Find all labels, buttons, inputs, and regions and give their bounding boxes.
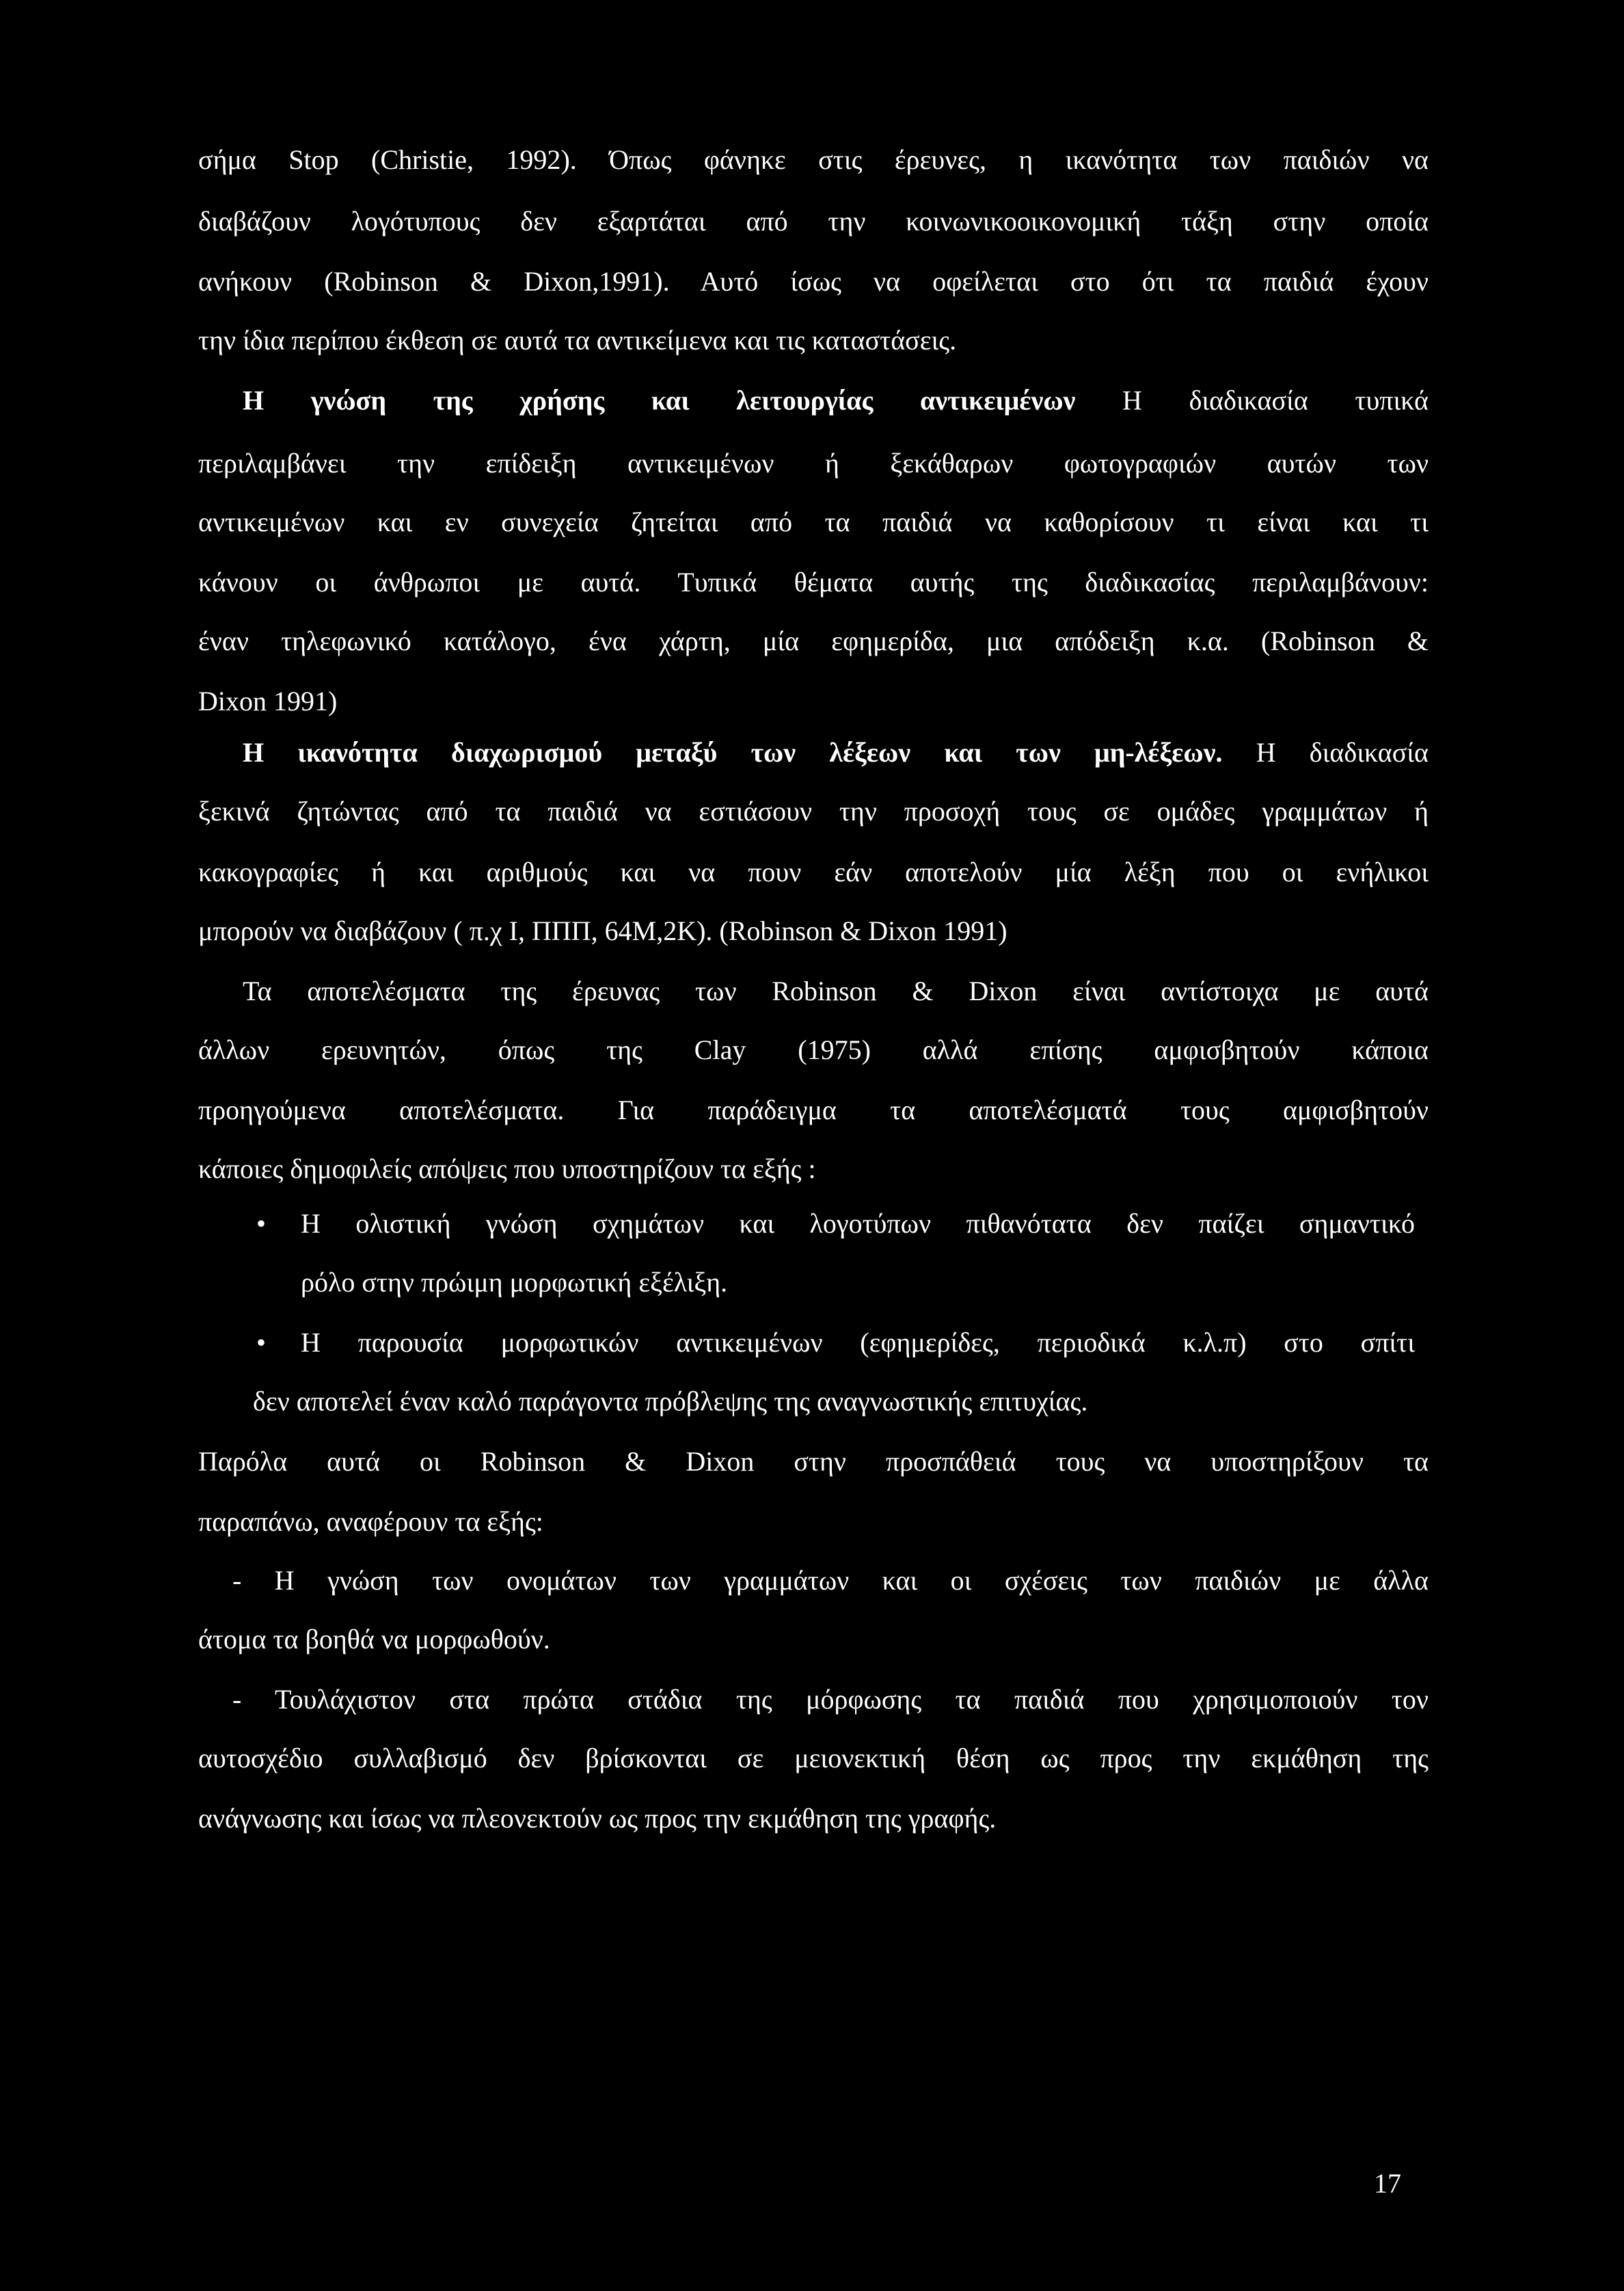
dash-item: - Η γνώση των ονομάτων των γραμμάτων και οι σχέσεις των παιδιών με άλλα [232, 1565, 1429, 1596]
bullet-item: Η ολιστική γνώση σχημάτων και λογοτύπων πιθανότατα δεν παίζει σημαντικό [301, 1208, 1415, 1239]
bullet-item-continuation: ρόλο στην πρώιμη μορφωτική εξέλιξη. [301, 1267, 728, 1298]
dash-item-continuation: αυτοσχέδιο συλλαβισμό δεν βρίσκονται σε μειονεκτική θέση ως προς την εκμάθηση της [198, 1743, 1429, 1773]
bullet-icon: • [256, 1208, 267, 1239]
section-heading-line [243, 735, 1429, 771]
text-line: κάποιες δημοφιλείς απόψεις που υποστηρίζουν τα εξής : [198, 1153, 816, 1184]
bullet-icon: • [256, 1327, 267, 1358]
bullet-item: Η παρουσία μορφωτικών αντικειμένων (εφημερίδες, περιοδικά κ.λ.π) στο σπίτι [301, 1327, 1415, 1358]
text-fragment: Η διαδικασία τυπικά [1075, 385, 1429, 416]
text-line: άλλων ερευνητών, όπως της Clay (1975) αλλά επίσης αμφισβητούν κάποια [198, 1034, 1429, 1065]
text-line: Τα αποτελέσματα της έρευνας των Robinson & Dixon είναι αντίστοιχα με αυτά [243, 976, 1429, 1006]
text-line: κακογραφίες ή και αριθμούς και να πουν εάν αποτελούν μία λέξη που οι ενήλικοι [198, 857, 1429, 887]
text-line: ανήκουν (Robinson & Dixon,1991). Αυτό ίσως να οφείλεται στο ότι τα παιδιά έχουν [198, 266, 1429, 297]
dash-item: - Τουλάχιστον στα πρώτα στάδια της μόρφωσης τα παιδιά που χρησιμοποιούν τον [232, 1684, 1429, 1715]
text-line: παραπάνω, αναφέρουν τα εξής: [198, 1506, 543, 1537]
text-line: μπορούν να διαβάζουν ( π.χ Ι, ΠΠΠ, 64Μ,2Κ). (Robinson & Dixon 1991) [198, 915, 1007, 946]
text-line: Dixon 1991) [198, 686, 338, 716]
section-heading-line [243, 383, 1429, 418]
dash-item-continuation: ανάγνωσης και ίσως να πλεονεκτούν ως προς την εκμάθηση της γραφής. [198, 1803, 997, 1834]
text-line: προηγούμενα αποτελέσματα. Για παράδειγμα τα αποτελέσματά τους αμφισβητούν [198, 1095, 1429, 1125]
bullet-item-continuation: δεν αποτελεί έναν καλό παράγοντα πρόβλεψης της αναγνωστικής επιτυχίας. [253, 1386, 1088, 1417]
section-heading-words-vs-nonwords: Η ικανότητα διαχωρισμού μεταξύ των λέξεων και των μη-λέξεων. [243, 737, 1223, 768]
section-heading-knowledge-of-objects: Η γνώση της χρήσης και λειτουργίας αντικειμένων [243, 385, 1076, 416]
text-line: διαβάζουν λογότυπους δεν εξαρτάται από την κοινωνικοοικονομική τάξη στην οποία [198, 206, 1429, 237]
text-line: έναν τηλεφωνικό κατάλογο, ένα χάρτη, μία εφημερίδα, μια απόδειξη κ.α. (Robinson & [198, 626, 1429, 656]
text-line: περιλαμβάνει την επίδειξη αντικειμένων ή ξεκάθαρων φωτογραφιών αυτών των [198, 448, 1429, 479]
text-fragment: Η διαδικασία [1222, 737, 1429, 768]
text-line: αντικειμένων και εν συνεχεία ζητείται από τα παιδιά να καθορίσουν τι είναι και τι [198, 507, 1429, 537]
dash-item-continuation: άτομα τα βοηθά να μορφωθούν. [198, 1624, 550, 1654]
text-line: κάνουν οι άνθρωποι με αυτά. Τυπικά θέματα αυτής της διαδικασίας περιλαμβάνουν: [198, 567, 1429, 598]
text-line: Παρόλα αυτά οι Robinson & Dixon στην προσπάθειά τους να υποστηρίξουν τα [198, 1446, 1429, 1477]
text-line: ξεκινά ζητώντας από τα παιδιά να εστιάσουν την προσοχή τους σε ομάδες γραμμάτων ή [198, 796, 1429, 827]
page-number: 17 [1374, 2168, 1401, 2199]
text-line: την ίδια περίπου έκθεση σε αυτά τα αντικείμενα και τις καταστάσεις. [198, 325, 957, 356]
text-line: σήμα Stop (Christie, 1992). Όπως φάνηκε στις έρευνες, η ικανότητα των παιδιών να [198, 144, 1429, 175]
